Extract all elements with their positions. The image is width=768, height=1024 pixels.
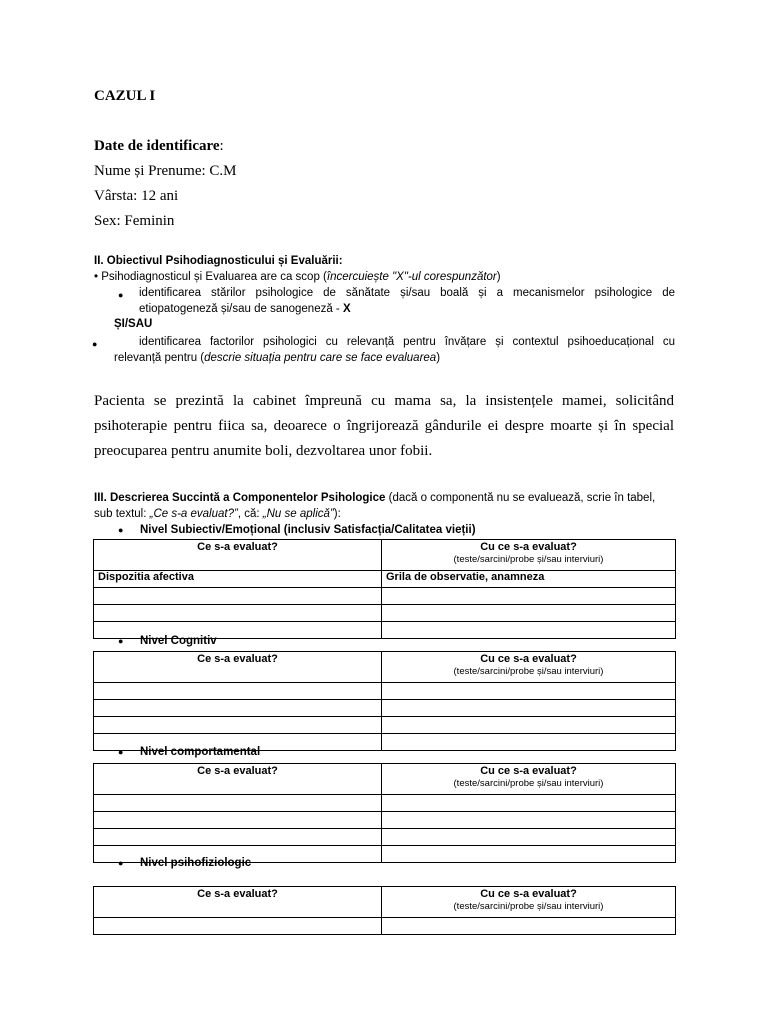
objective-title: II. Obiectivul Psihodiagnosticului și Evaluării: [94, 255, 343, 267]
table-row [94, 683, 676, 700]
table-row [94, 700, 676, 717]
table-cell[interactable] [382, 683, 676, 700]
case-paragraph-line2: psihoterapie pentru fiica sa, deoarece o îngrijorează gândurile ei despre moarte și în special [94, 418, 674, 434]
table-cell[interactable] [382, 605, 676, 622]
level-cognitive-heading: ● Nivel Cognitiv [118, 635, 217, 647]
level-behavioral-heading: ● Nivel comportamental [118, 746, 261, 758]
table-cell[interactable] [382, 812, 676, 829]
table-cell[interactable] [94, 700, 382, 717]
table-header-what: Ce s-a evaluat? [94, 887, 382, 918]
objective-item2-line2: relevanță pentru (descrie situația pentru care se face evaluarea) [114, 352, 441, 364]
level-psychophysiological-table [93, 886, 676, 935]
components-title: III. Descrierea Succintă a Componentelor Psihologice (dacă o componentă nu se evaluează, scrie în tabel, [94, 492, 656, 504]
table-row [94, 605, 676, 622]
table-header-how: Cu ce s-a evaluat? (teste/sarcini/probe și/sau interviuri) [382, 764, 676, 795]
table-cell[interactable] [94, 605, 382, 622]
table-cell[interactable] [382, 795, 676, 812]
patient-name: Nume și Prenume: C.M [94, 163, 237, 179]
objective-item2-line1: identificarea factorilor psihologici cu relevanță pentru învățare și contextul psihoeducațional cu [139, 336, 675, 348]
identification-heading: Date de identificare: [94, 138, 224, 154]
level-subjective-table [93, 539, 676, 639]
table-cell[interactable] [94, 717, 382, 734]
bullet-icon: ● [118, 636, 124, 646]
case-paragraph-line1: Pacienta se prezintă la cabinet împreună cu mama sa, la insistențele mamei, solicitând [94, 393, 674, 409]
level-behavioral-table [93, 763, 676, 863]
table-cell[interactable] [382, 734, 676, 751]
table-cell[interactable] [94, 918, 382, 935]
table-header-what: Ce s-a evaluat? [94, 764, 382, 795]
table-cell[interactable] [382, 588, 676, 605]
table-cell[interactable] [94, 795, 382, 812]
level-cognitive-table [93, 651, 676, 751]
table-row [94, 717, 676, 734]
table-header-what: Ce s-a evaluat? [94, 540, 382, 571]
objective-item1-line1: identificarea stărilor psihologice de sănătate și/sau boală și a mecanismelor psihologice de [139, 287, 675, 299]
table-header-how: Cu ce s-a evaluat? (teste/sarcini/probe și/sau interviuri) [382, 652, 676, 683]
table-cell[interactable]: Grila de observatie, anamneza [382, 571, 676, 588]
bullet-icon: ● [118, 525, 124, 535]
table-header-how: Cu ce s-a evaluat? (teste/sarcini/probe și/sau interviuri) [382, 540, 676, 571]
patient-age: Vârsta: 12 ani [94, 188, 179, 204]
table-cell[interactable] [94, 829, 382, 846]
patient-sex: Sex: Feminin [94, 213, 175, 229]
table-cell[interactable] [382, 918, 676, 935]
table-cell[interactable] [382, 829, 676, 846]
objective-item1-line2: etiopatogeneză și/sau de sanogeneză - X [139, 303, 351, 315]
table-cell[interactable] [382, 846, 676, 863]
objective-intro: • Psihodiagnosticul și Evaluarea are ca scop (încercuiește "X"-ul corespunzător) [94, 271, 501, 283]
table-row [94, 918, 676, 935]
table-cell[interactable] [94, 812, 382, 829]
table-cell[interactable] [382, 717, 676, 734]
case-paragraph-line3: preocuparea pentru anumite boli, dezvoltarea unor fobii. [94, 443, 433, 459]
table-cell[interactable] [94, 588, 382, 605]
table-cell[interactable] [382, 622, 676, 639]
level-psychophysiological-heading: ● Nivel psihofiziologic [118, 857, 252, 869]
components-subtitle: sub textul: „Ce s-a evaluat?”, că: „Nu se aplică”): [94, 508, 341, 520]
case-title: CAZUL I [94, 88, 156, 104]
table-row [94, 829, 676, 846]
selected-mark: X [342, 303, 351, 315]
table-row [94, 795, 676, 812]
bullet-icon: ● [118, 858, 124, 868]
table-cell[interactable]: Dispozitia afectiva [94, 571, 382, 588]
table-header-how: Cu ce s-a evaluat? (teste/sarcini/probe și/sau interviuri) [382, 887, 676, 918]
table-row [94, 588, 676, 605]
table-cell[interactable] [382, 700, 676, 717]
bullet-icon: ● [118, 290, 124, 300]
level-subjective-heading: ● Nivel Subiectiv/Emoțional (inclusiv Satisfacția/Calitatea vieții) [118, 524, 476, 536]
table-cell[interactable] [94, 683, 382, 700]
bullet-icon: ● [92, 339, 98, 349]
objective-connector: ȘI/SAU [114, 318, 153, 330]
table-row [94, 812, 676, 829]
bullet-icon: ● [118, 747, 124, 757]
table-header-what: Ce s-a evaluat? [94, 652, 382, 683]
table-row [94, 571, 676, 588]
